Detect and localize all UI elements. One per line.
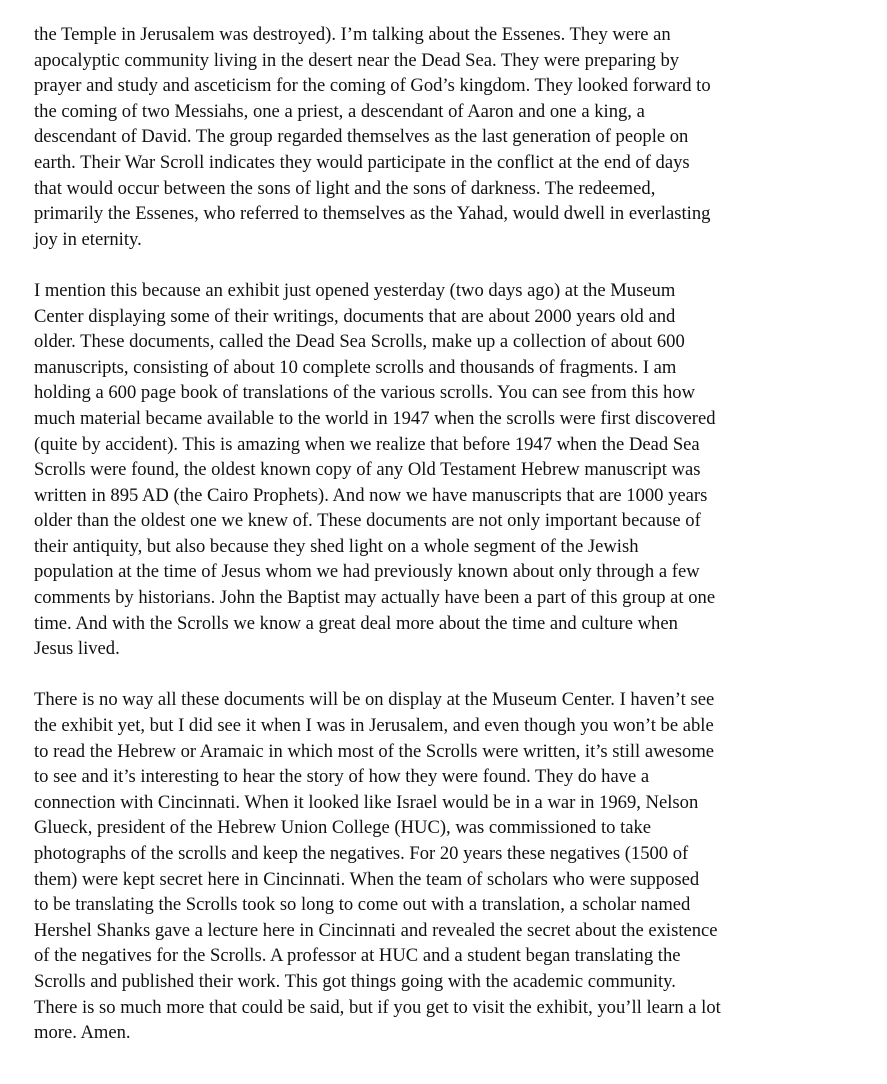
text-line: to read the Hebrew or Aramaic in which most of the Scrolls were written, it’s still awesome [34, 740, 715, 762]
text-line: written in 895 AD (the Cairo Prophets). And now we have manuscripts that are 1000 years [34, 484, 708, 506]
text-line: joy in eternity. [34, 228, 142, 250]
text-line: primarily the Essenes, who referred to themselves as the Yahad, would dwell in everlasting [34, 203, 711, 225]
text-line: to see and it’s interesting to hear the story of how they were found. They do have a [34, 766, 650, 788]
text-line: much material became available to the world in 1947 when the scrolls were first discovered [34, 407, 716, 429]
text-line: earth. Their War Scroll indicates they would participate in the conflict at the end of days [34, 151, 690, 173]
text-line: time. And with the Scrolls we know a great deal more about the time and culture when [34, 612, 678, 634]
text-line: Jesus lived. [34, 638, 120, 660]
text-line: holding a 600 page book of translations of the various scrolls. You can see from this how [34, 382, 696, 404]
text-line: that would occur between the sons of light and the sons of darkness. The redeemed, [34, 177, 656, 199]
text-line: apocalyptic community living in the desert near the Dead Sea. They were preparing by [34, 49, 680, 71]
text-line: There is no way all these documents will be on display at the Museum Center. I haven’t see [34, 689, 715, 711]
text-line: Center displaying some of their writings, documents that are about 2000 years old and [34, 305, 676, 327]
paragraph-exhibit [34, 278, 866, 662]
text-line: the Temple in Jerusalem was destroyed). I’m talking about the Essenes. They were an [34, 24, 671, 45]
text-line: Hershel Shanks gave a lecture here in Cincinnati and revealed the secret about the existence [34, 919, 718, 941]
text-line: to be translating the Scrolls took so long to come out with a translation, a scholar named [34, 894, 691, 916]
text-line: of the negatives for the Scrolls. A professor at HUC and a student began translating the [34, 945, 681, 967]
paragraph-essenes [34, 22, 866, 252]
text-line: prayer and study and asceticism for the coming of God’s kingdom. They looked forward to [34, 75, 711, 97]
text-line: descendant of David. The group regarded themselves as the last generation of people on [34, 126, 689, 148]
text-line: Scrolls and published their work. This got things going with the academic community. [34, 970, 676, 992]
text-line: (quite by accident). This is amazing when we realize that before 1947 when the Dead Sea [34, 433, 700, 455]
text-line: I mention this because an exhibit just opened yesterday (two days ago) at the Museum [34, 279, 676, 301]
text-line: them) were kept secret here in Cincinnati. When the team of scholars who were supposed [34, 868, 700, 890]
text-line: Scrolls were found, the oldest known copy of any Old Testament Hebrew manuscript was [34, 459, 701, 481]
text-line: more. Amen. [34, 1022, 131, 1044]
text-line: older than the oldest one we knew of. These documents are not only important because of [34, 510, 701, 532]
document-page [34, 22, 866, 1046]
text-line: There is so much more that could be said, but if you get to visit the exhibit, you’ll learn a lot [34, 996, 721, 1018]
paragraph-cincinnati [34, 687, 866, 1045]
text-line: the exhibit yet, but I did see it when I was in Jerusalem, and even though you won’t be able [34, 715, 714, 737]
text-line: older. These documents, called the Dead Sea Scrolls, make up a collection of about 600 [34, 331, 685, 353]
text-line: population at the time of Jesus whom we had previously known about only through a few [34, 561, 700, 583]
text-line: photographs of the scrolls and keep the negatives. For 20 years these negatives (1500 of [34, 843, 689, 864]
text-line: the coming of two Messiahs, one a priest, a descendant of Aaron and one a king, a [34, 100, 645, 122]
text-line: their antiquity, but also because they shed light on a whole segment of the Jewish [34, 535, 639, 557]
text-line: connection with Cincinnati. When it looked like Israel would be in a war in 1969, Nelson [34, 791, 699, 813]
text-line: comments by historians. John the Baptist may actually have been a part of this group at one [34, 587, 716, 609]
text-line: manuscripts, consisting of about 10 complete scrolls and thousands of fragments. I am [34, 356, 677, 378]
text-line: Glueck, president of the Hebrew Union College (HUC), was commissioned to take [34, 817, 652, 839]
